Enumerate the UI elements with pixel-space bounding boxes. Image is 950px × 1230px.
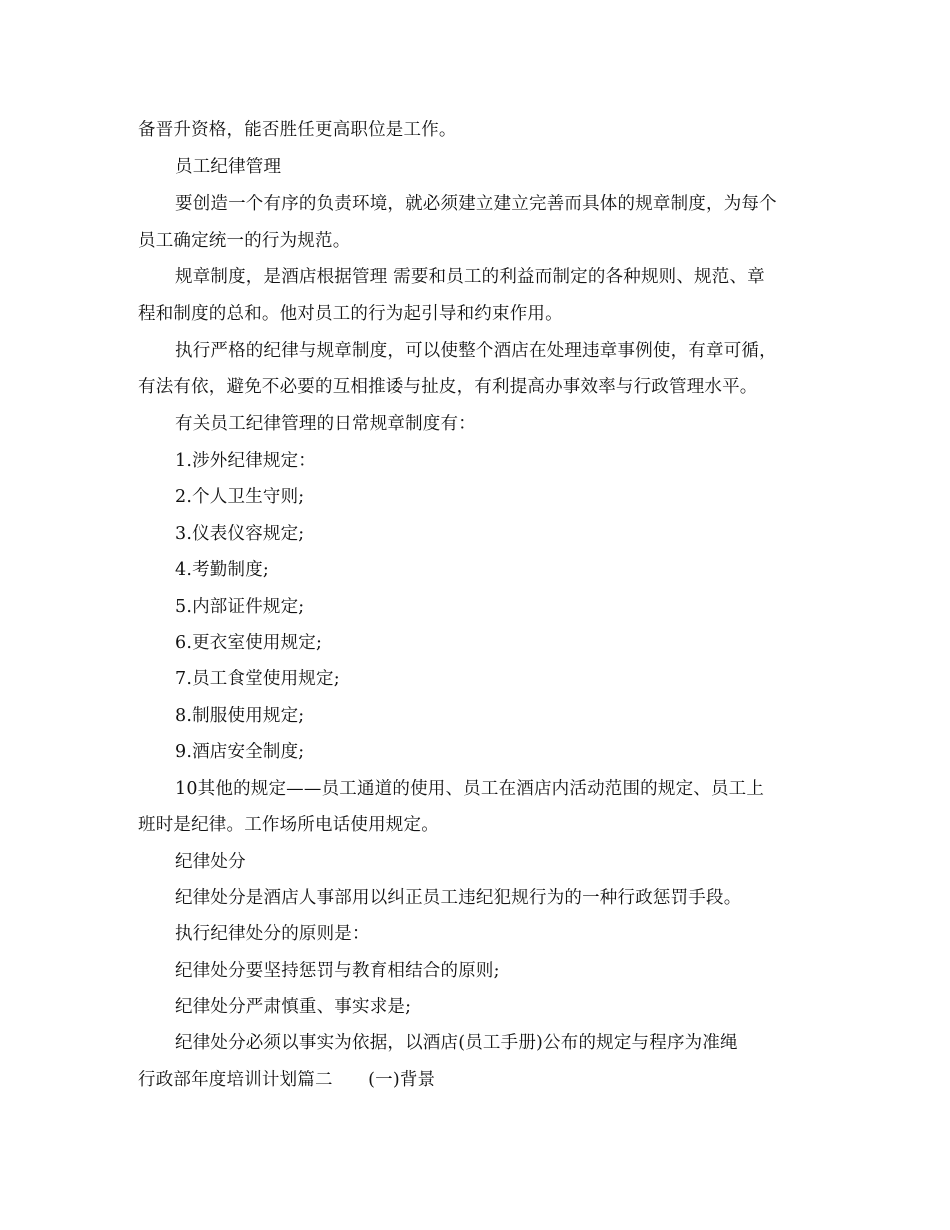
list-item: 10其他的规定——员工通道的使用、员工在酒店内活动范围的规定、员工上 [175,779,765,799]
text-line: 规章制度，是酒店根据管理 需要和员工的利益而制定的各种规则、规范、章 [175,267,765,287]
list-item: 6.更衣室使用规定; [175,633,323,653]
list-item: 5.内部证件规定; [175,597,305,617]
text-line: 纪律处分必须以事实为依据，以酒店(员工手册)公布的规定与程序为准绳 [175,1033,738,1053]
text-line: 纪律处分是酒店人事部用以纠正员工违纪犯规行为的一种行政惩罚手段。 [175,888,742,908]
list-item: 4.考勤制度; [175,560,269,580]
text-line: 备晋升资格，能否胜任更高职位是工作。 [138,120,457,140]
text-line: 员工确定统一的行为规范。 [138,231,351,251]
text-line: 有关员工纪律管理的日常规章制度有： [175,414,476,434]
section-heading: 行政部年度培训计划篇二 (一)背景 [138,1070,436,1090]
section-heading: 员工纪律管理 [175,157,282,177]
text-line: 执行纪律处分的原则是： [175,924,370,944]
text-line: 有法有依，避免不必要的互相推诿与扯皮，有利提高办事效率与行政管理水平。 [138,377,758,397]
list-item: 8.制服使用规定; [175,706,305,726]
list-item: 1.涉外纪律规定： [175,451,316,471]
text-line: 班时是纪律。工作场所电话使用规定。 [138,815,439,835]
text-line: 程和制度的总和。他对员工的行为起引导和约束作用。 [138,304,563,324]
section-heading: 纪律处分 [175,852,246,872]
text-line: 执行严格的纪律与规章制度，可以使整个酒店在处理违章事例使，有章可循， [175,341,777,361]
list-item: 3.仪表仪容规定; [175,524,305,544]
list-item: 9.酒店安全制度; [175,742,305,762]
list-item: 7.员工食堂使用规定; [175,669,340,689]
text-line: 纪律处分要坚持惩罚与教育相结合的原则; [175,961,500,981]
text-line: 纪律处分严肃慎重、事实求是; [175,997,412,1017]
text-line: 要创造一个有序的负责环境，就必须建立建立完善而具体的规章制度，为每个 [175,194,777,214]
list-item: 2.个人卫生守则; [175,487,305,507]
